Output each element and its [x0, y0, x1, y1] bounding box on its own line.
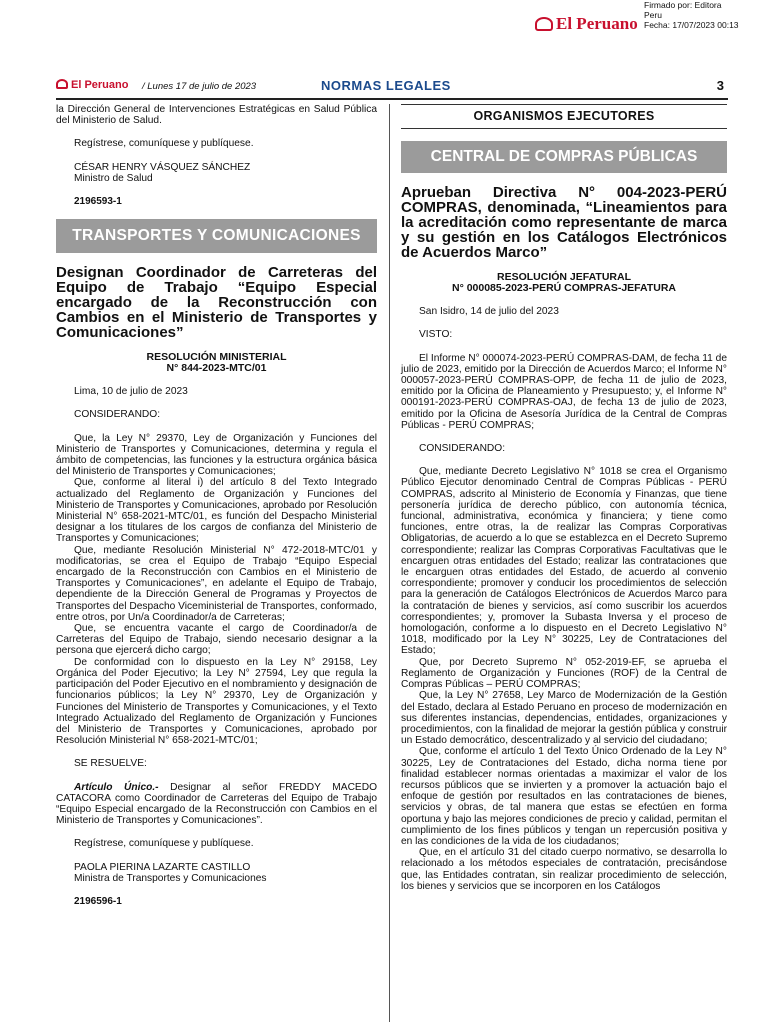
publication-code: 2196593-1 — [74, 196, 122, 208]
signer-title: Ministra de Transportes y Comunicaciones — [74, 872, 267, 884]
page-header — [56, 76, 728, 100]
closing-text: Regístrese, comuníquese y publíquese. — [74, 138, 254, 150]
header-section-title: NORMAS LEGALES — [321, 78, 451, 93]
considerando-label: CONSIDERANDO: — [74, 409, 161, 421]
sector-banner: TRANSPORTES Y COMUNICACIONES — [56, 219, 377, 253]
resolution-type: RESOLUCIÓN MINISTERIAL — [146, 351, 287, 364]
resolution-number: N° 000085-2023-PERÚ COMPRAS-JEFATURA — [452, 282, 676, 295]
paragraph: Que, en el artículo 31 del citado cuerpo normativo, se desarrolla lo relacionado a los métodos especiales de contratación, precisándose que, las Entidades contratan, sin realizar procedimiento de selección, los bienes y servicios que se incorporen en los Catálogos — [401, 847, 727, 892]
visto-label: VISTO: — [419, 329, 453, 341]
masthead-logo — [535, 14, 638, 34]
paragraph: Que, se encuentra vacante el cargo de Coordinador/a de Carreteras del Equipo de Trabajo, siendo necesario designar a la persona que ejercerá dicho cargo; — [56, 623, 377, 657]
column-divider — [389, 104, 390, 1022]
header-logo — [56, 79, 128, 91]
publication-code: 2196596-1 — [74, 895, 122, 907]
resolution-number: N° 844-2023-MTC/01 — [166, 362, 267, 375]
header-date: / Lunes 17 de julio de 2023 — [142, 81, 257, 92]
place-date: San Isidro, 14 de julio del 2023 — [419, 306, 559, 318]
paragraph: El Informe N° 000074-2023-PERÚ COMPRAS-DAM, de fecha 11 de julio de 2023, emitido por la Dirección de Acuerdos Marco; el Informe N° 000057-2023-PERÚ COMPRAS-OPP, de fecha 11 de julio de 2023, emitido por la Oficina de Planeamiento y Presupuesto; y, el Informe N° 000191-2023-PERÚ COMPRAS-OAJ, de fecha 13 de julio de 2023, emitido por la Oficina de Asesoría Jurídica de la Central de Compras Públicas - PERÚ COMPRAS; — [401, 352, 727, 431]
paragraph: Que, por Decreto Supremo N° 052-2019-EF, se aprueba el Reglamento de Organización y Funciones (ROF) de la Central de Compras Públicas – PERÚ COMPRAS; — [401, 656, 727, 691]
signature-line3: Fecha: 17/07/2023 00:13 — [644, 20, 739, 30]
paragraph: Que, conforme al literal i) del artículo 8 del Texto Integrado actualizado del Reglamento de Organización y Funciones del Ministerio de Transportes y Comunicaciones, aprobado por Resolución Ministerial N° 658-2021-MTC/01, es función del Despacho Ministerial designar a los titulares de los cargos de confianza del Ministerio de Transportes y Comunicaciones; — [56, 477, 377, 545]
paragraph: De conformidad con lo dispuesto en la Ley N° 29158, Ley Orgánica del Poder Ejecutivo; la Ley N° 27594, Ley que regula la participación del Poder Ejecutivo en el nombramiento y designación de funcionarios públicos; la Ley N° 29370, Ley de Organización y Funciones del Ministerio de Transportes y Comunicaciones, y el Texto Integrado Actualizado del Reglamento de Organización y Funciones del Ministerio de Transportes y Comunicaciones, aprobado por Resolución Ministerial N° 658-2021-MTC/01; — [56, 656, 377, 747]
left-column — [56, 104, 377, 907]
paragraph: Que, mediante Decreto Legislativo N° 1018 se crea el Organismo Público Ejecutor denominado Central de Compras Públicas - PERÚ COMPRAS, adscrito al Ministerio de Economía y Finanzas, que tiene personería jurídica de derecho público, con autonomía técnica, funcional, administrativa, económica y financiera; y tiene como funciones, entre otras, la de realizar las Compras Corporativas Obligatorias, de acuerdo a lo que se establezca en el Decreto Supremo correspondiente; realizar las Compras Corporativas Facultativas que le encarguen otras entidades del Estado; realizar las contrataciones que le encarguen otras entidades del Estado, de acuerdo al convenio correspondiente; promover y conducir los procedimientos de selección para la generación de Catálogos Electrónicos de Acuerdos Marco para la contratación de bienes y servicios, así como suscribir los acuerdos correspondientes; y, promover la Subasta Inversa y el proceso de homologación, conforme a lo dispuesto en el Decreto Legislativo N° 1018, modificado por la Ley N° 30225, Ley de Contrataciones del Estado; — [401, 466, 727, 657]
resuelve-label: SE RESUELVE: — [74, 758, 147, 770]
paragraph: Que, mediante Resolución Ministerial N° 472-2018-MTC/01 y modificatorias, se crea el Equipo de Trabajo “Equipo Especial encargado de la Reconstrucción con Cambios en el Ministerio de Transportes y Comunicaciones”, en adelante el Equipo de Trabajo, dependiente de la Dirección General de Programas y Proyectos de Transportes del Despacho Viceministerial de Transportes, conformado, entre otros, por Un/a Coordinador/a de Carreteras; — [56, 544, 377, 623]
paragraph: Que, conforme el artículo 1 del Texto Único Ordenado de la Ley N° 30225, Ley de Contrataciones del Estado, dicha norma tiene por finalidad establecer normas orientadas a maximizar el valor de los recursos públicos que se invierten y a promover la actuación bajo el enfoque de gestión por resultados en las contrataciones de bienes, servicios y obras, de tal manera que estas se efectúen en forma oportuna y bajo las mejores condiciones de precio y calidad, permitan el cumplimiento de los fines públicos y tengan un repercusión positiva y en las condiciones de la vida de los ciudadanos; — [401, 746, 727, 847]
header-logo-text: El Peruano — [71, 79, 129, 91]
signer-name: CÉSAR HENRY VÁSQUEZ SÁNCHEZ — [74, 161, 251, 173]
considerando-label: CONSIDERANDO: — [419, 443, 506, 455]
article-paragraph — [56, 782, 377, 827]
closing-text: Regístrese, comuníquese y publíquese. — [74, 838, 254, 850]
page-number: 3 — [716, 78, 724, 93]
article-text: Designar al señor FREDDY MACEDO CATACORA como Coordinador de Carreteras del Equipo de Trabajo “Equipo Especial encargado de la Reconstrucción con Cambios en el Ministerio de Transportes y Comunicaciones”. — [56, 781, 377, 827]
coat-of-arms-icon — [535, 17, 553, 31]
resolution-type: RESOLUCIÓN JEFATURAL — [497, 271, 631, 284]
digital-signature — [644, 0, 762, 30]
signer-name: PAOLA PIERINA LAZARTE CASTILLO — [74, 861, 251, 873]
signature-line2: Peru — [644, 10, 662, 20]
paragraph: Que, la Ley N° 29370, Ley de Organización y Funciones del Ministerio de Transportes y Comunicaciones, determina y regula el ámbito de competencias, las funciones y la estructura orgánica básica del Ministerio de Transportes y Comunicaciones; — [56, 432, 377, 478]
masthead-logo-text: El Peruano — [556, 14, 638, 33]
entity-banner: CENTRAL DE COMPRAS PÚBLICAS — [401, 141, 727, 173]
signer-title: Ministro de Salud — [74, 172, 153, 184]
right-column — [401, 104, 727, 892]
intro-text: la Dirección General de Intervenciones Estratégicas en Salud Pública del Ministerio de Salud. — [56, 104, 377, 127]
signature-line1: Firmado por: Editora — [644, 0, 722, 10]
paragraph: Que, la Ley N° 27658, Ley Marco de Modernización de la Gestión del Estado, declara al Estado Peruano en proceso de modernización en sus diferentes instancias, dependencias, entidades, organizaciones y procedimientos, con la finalidad de mejorar la gestión pública y construir un Estado democrático, descentralizado y al servicio del ciudadano; — [401, 690, 727, 747]
section-label: ORGANISMOS EJECUTORES — [401, 104, 727, 129]
place-date: Lima, 10 de julio de 2023 — [74, 386, 188, 398]
coat-of-arms-icon — [56, 79, 68, 89]
article-label: Artículo Único.- — [74, 781, 159, 793]
norm-heading: Designan Coordinador de Carreteras del Equipo de Trabajo “Equipo Especial encargado de la Reconstrucción con Cambios en el Ministerio de Transportes y Comunicaciones” — [56, 264, 377, 342]
norm-heading: Aprueban Directiva N° 004-2023-PERÚ COMPRAS, denominada, “Lineamientos para la acreditación como representante de marca y su gestión en los Catálogos Electrónicos de Acuerdos Marco” — [401, 184, 727, 262]
